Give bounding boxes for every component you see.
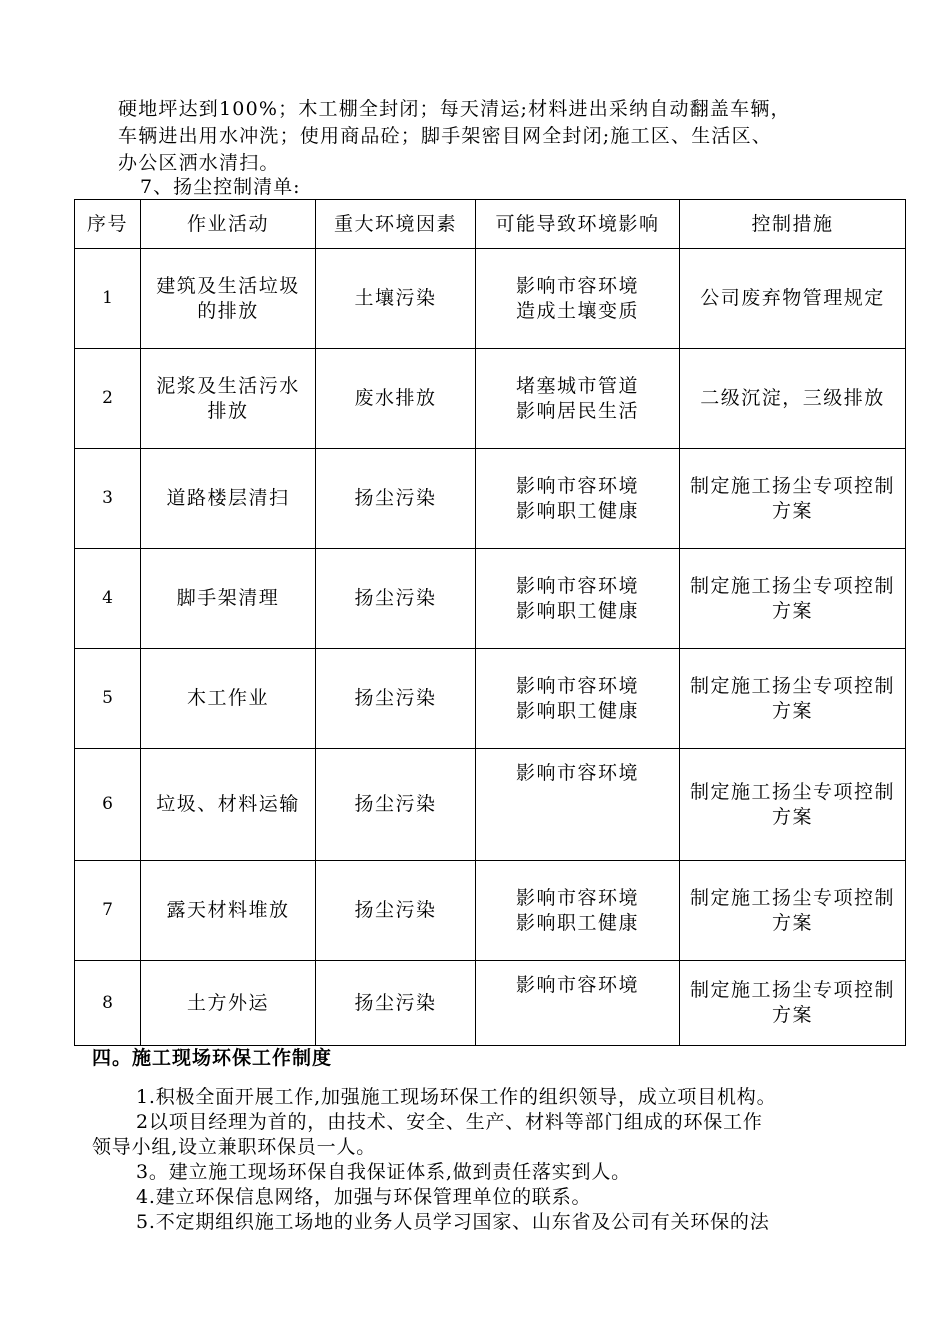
row-no: 6: [75, 749, 141, 861]
impact-line-2: 影响职工健康: [515, 699, 639, 722]
impact-line-1: 堵塞城市管道: [515, 374, 639, 397]
intro-line-1: 硬地坪达到100%；木工棚全封闭；每天清运;材料进出采纳自动翻盖车辆，: [118, 98, 791, 120]
row-measure: 公司废弃物管理规定: [680, 249, 906, 349]
impact-line-2: 影响职工健康: [515, 911, 639, 934]
rule-item-continued: 领导小组,设立兼职环保员一人。: [92, 1136, 377, 1158]
impact-line-1: 影响市容环境: [515, 762, 639, 784]
table-row: [75, 249, 906, 349]
table-header-row: [75, 200, 906, 249]
row-activity: 垃圾、材料运输: [141, 749, 316, 861]
row-measure: 制定施工扬尘专项控制方案: [680, 861, 906, 961]
intro-line-3: 办公区洒水清扫。: [118, 152, 280, 174]
intro-line-2: 车辆进出用水冲洗；使用商品砼；脚手架密目网全封闭;施工区、生活区、: [118, 125, 773, 147]
row-activity: 建筑及生活垃圾的排放: [141, 249, 316, 349]
row-impact: [476, 449, 680, 549]
rule-item: 5.不定期组织施工场地的业务人员学习国家、山东省及公司有关环保的法: [136, 1211, 770, 1233]
header-no: 序号: [75, 200, 141, 249]
row-impact: [476, 649, 680, 749]
intro-paragraph: [118, 96, 898, 177]
dust-list-title: 7、扬尘控制清单:: [140, 176, 301, 198]
row-factor: 土壤污染: [316, 249, 476, 349]
row-impact: [476, 349, 680, 449]
row-impact: [476, 861, 680, 961]
impact-line-2: 影响职工健康: [515, 499, 639, 522]
impact-line-1: 影响市容环境: [515, 274, 639, 297]
dust-control-table: [74, 199, 906, 1046]
impact-line-1: 影响市容环境: [515, 474, 639, 497]
impact-line-2: 造成土壤变质: [515, 299, 639, 322]
header-activity: 作业活动: [141, 200, 316, 249]
row-factor: 扬尘污染: [316, 961, 476, 1046]
table-row: [75, 649, 906, 749]
row-factor: 扬尘污染: [316, 549, 476, 649]
row-no: 3: [75, 449, 141, 549]
row-activity: 露天材料堆放: [141, 861, 316, 961]
section-heading: 四。施工现场环保工作制度: [92, 1047, 333, 1069]
rule-item: 1.积极全面开展工作,加强施工现场环保工作的组织领导，成立项目机构。: [136, 1086, 777, 1108]
row-factor: 扬尘污染: [316, 861, 476, 961]
header-impact: 可能导致环境影响: [476, 200, 680, 249]
row-no: 1: [75, 249, 141, 349]
row-factor: 扬尘污染: [316, 649, 476, 749]
table-row: [75, 549, 906, 649]
rules-list: [92, 1085, 872, 1235]
impact-line-1: 影响市容环境: [515, 674, 639, 697]
row-measure: 制定施工扬尘专项控制方案: [680, 549, 906, 649]
row-impact: [476, 249, 680, 349]
table-row: [75, 961, 906, 1046]
row-impact: [476, 961, 680, 1046]
row-activity: 木工作业: [141, 649, 316, 749]
row-impact: [476, 549, 680, 649]
impact-line-1: 影响市容环境: [515, 574, 639, 597]
header-measure: 控制措施: [680, 200, 906, 249]
row-no: 5: [75, 649, 141, 749]
rule-item: 4.建立环保信息网络，加强与环保管理单位的联系。: [136, 1186, 592, 1208]
row-impact: [476, 749, 680, 861]
row-measure: 制定施工扬尘专项控制方案: [680, 749, 906, 861]
rule-item: 2以项目经理为首的，由技术、安全、生产、材料等部门组成的环保工作: [136, 1111, 763, 1133]
row-activity: 泥浆及生活污水排放: [141, 349, 316, 449]
row-measure: 制定施工扬尘专项控制方案: [680, 649, 906, 749]
row-measure: 制定施工扬尘专项控制方案: [680, 449, 906, 549]
row-measure: 制定施工扬尘专项控制方案: [680, 961, 906, 1046]
impact-line-1: 影响市容环境: [515, 974, 639, 996]
row-factor: 扬尘污染: [316, 749, 476, 861]
table-row: [75, 861, 906, 961]
row-no: 4: [75, 549, 141, 649]
row-factor: 扬尘污染: [316, 449, 476, 549]
row-factor: 废水排放: [316, 349, 476, 449]
table-row: [75, 449, 906, 549]
impact-line-2: 影响职工健康: [515, 599, 639, 622]
row-no: 8: [75, 961, 141, 1046]
impact-line-2: 影响居民生活: [515, 399, 639, 422]
row-activity: 脚手架清理: [141, 549, 316, 649]
impact-line-1: 影响市容环境: [515, 886, 639, 909]
row-measure: 二级沉淀，三级排放: [680, 349, 906, 449]
row-no: 2: [75, 349, 141, 449]
table-row: [75, 349, 906, 449]
row-activity: 道路楼层清扫: [141, 449, 316, 549]
row-activity: 土方外运: [141, 961, 316, 1046]
rule-item: 3。建立施工现场环保自我保证体系,做到责任落实到人。: [136, 1161, 631, 1183]
table-row: [75, 749, 906, 861]
row-no: 7: [75, 861, 141, 961]
header-factor: 重大环境因素: [316, 200, 476, 249]
